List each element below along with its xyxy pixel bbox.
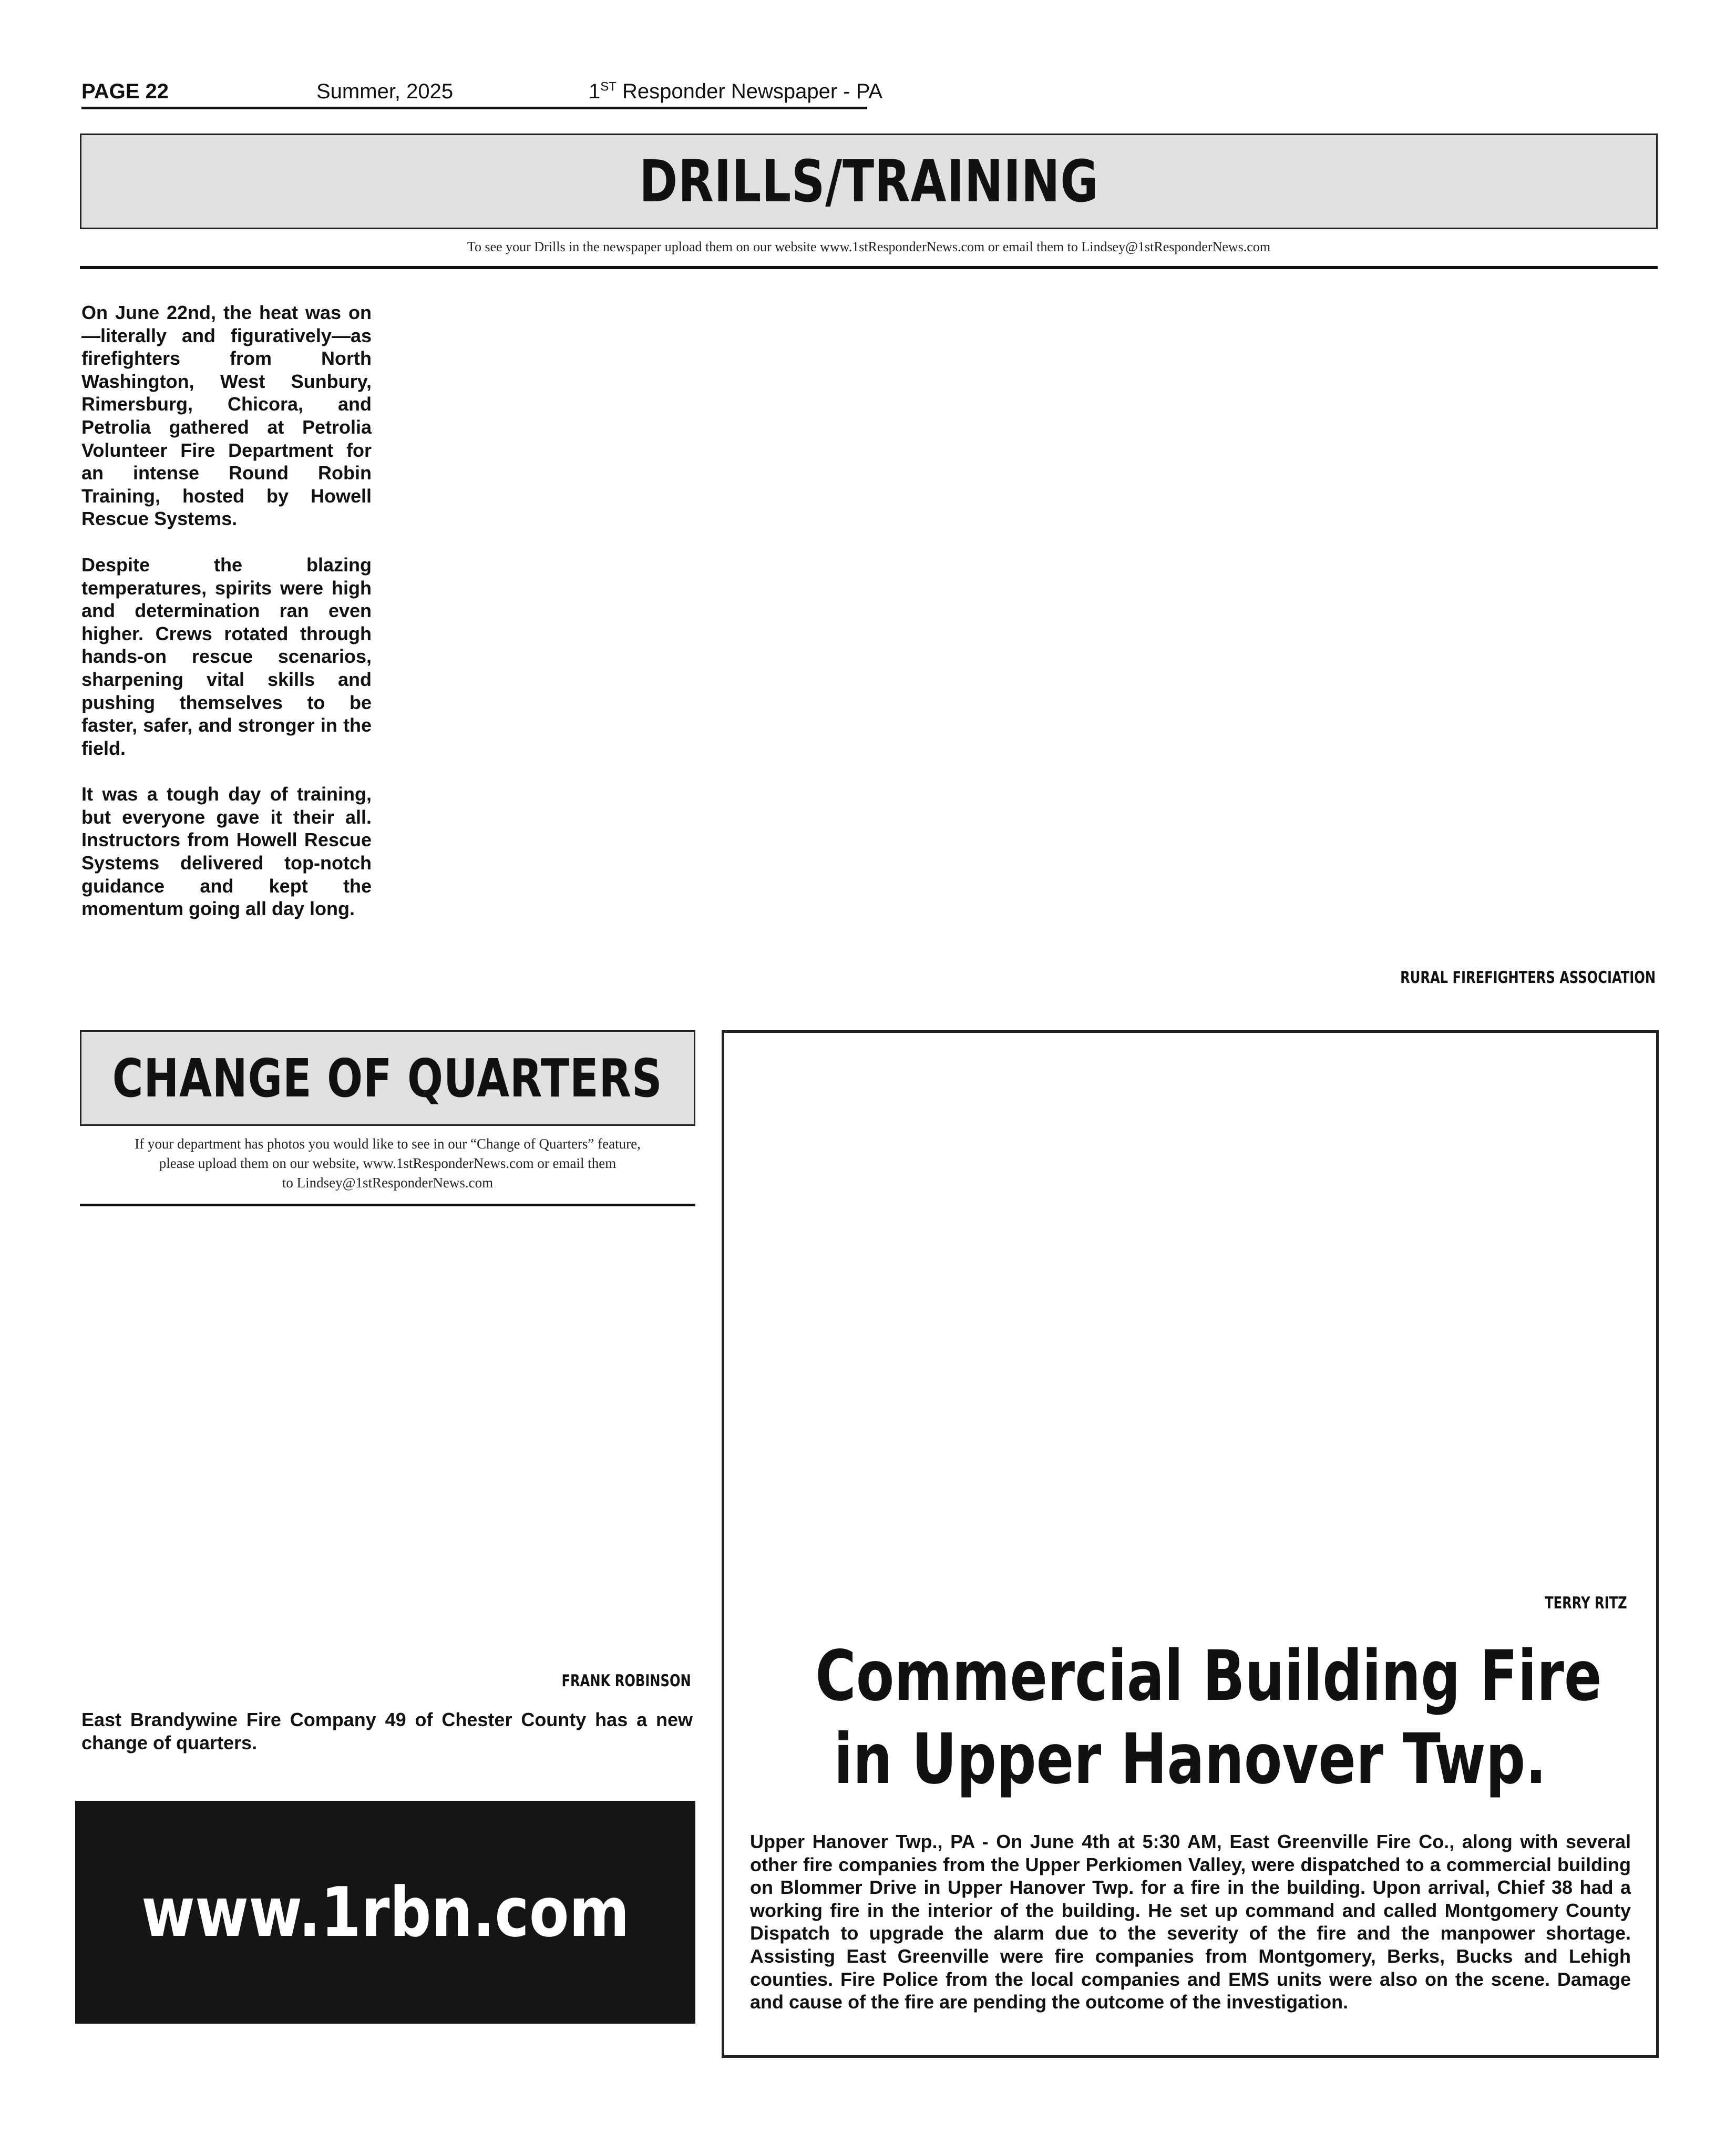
fire-story-headline-line: Commercial Building Fire <box>815 1636 1602 1717</box>
page-number: PAGE 22 <box>81 80 169 103</box>
change-of-quarters-note-line: to Lindsey@1stResponderNews.com <box>282 1175 494 1191</box>
publication-name-suffix: Responder Newspaper - PA <box>616 80 883 103</box>
change-of-quarters-caption: East Brandywine Fire Company 49 of Chester County has a new change of quarters. <box>81 1709 693 1753</box>
change-of-quarters-note-line: please upload them on our website, www.1stResponderNews.com or email them <box>159 1155 617 1171</box>
change-of-quarters-photo-credit: FRANK ROBINSON <box>561 1671 691 1690</box>
fire-story-photo-credit: TERRY RITZ <box>1545 1594 1627 1613</box>
drills-section-title: DRILLS/TRAINING <box>639 148 1099 215</box>
drills-photo-credit: RURAL FIREFIGHTERS ASSOCIATION <box>1400 968 1656 987</box>
drills-section-banner <box>80 134 1658 229</box>
change-of-quarters-banner <box>80 1030 695 1126</box>
publication-name <box>589 79 882 104</box>
drills-article <box>81 301 372 944</box>
drills-paragraph: It was a tough day of training, but everyone gave it their all. Instructors from Howell Rescue Systems delivered top-notch guidance and kept the momentum going all day long. <box>81 783 372 920</box>
drills-paragraph: On June 22nd, the heat was on—literally and figuratively—as firefighters from North Washington, West Sunbury, Rimersburg, Chicora, and Petrolia gathered at Petrolia Volunteer Fire Department for an intense Round Robin Training, hosted by Howell Rescue Systems. <box>81 302 372 530</box>
change-of-quarters-note-line: If your department has photos you would like to see in our “Change of Quarters” feature, <box>135 1136 641 1152</box>
fire-story-headline-line: in Upper Hanover Twp. <box>834 1719 1547 1800</box>
fire-story-headline <box>722 1635 1659 1801</box>
change-of-quarters-title: CHANGE OF QUARTERS <box>112 1047 663 1109</box>
change-of-quarters-note <box>80 1134 695 1193</box>
fire-story-article: Upper Hanover Twp., PA - On June 4th at 5:30 AM, East Greenville Fire Co., along with several other fire companies from the Upper Perkiomen Valley, were dispatched to a commercial building on Blommer Drive in Upper Hanover Twp. for a fire in the building. Upon arrival, Chief 38 had a working fire in the interior of the building. He set up command and called Montgomery County Dispatch to upgrade the alarm due to the severity of the fire and the manpower shortage. Assisting East Greenville were fire companies from Montgomery, Berks, Bucks and Lehigh counties. Fire Police from the local companies and EMS units were also on the scene. Damage and cause of the fire are pending the outcome of the investigation. <box>750 1831 1631 2013</box>
drills-submission-note: To see your Drills in the newspaper upload them on our website www.1stResponderNews.com or email them to Lindsey@1stResponderNews.com <box>467 239 1271 254</box>
header-rule <box>81 107 867 109</box>
issue-date: Summer, 2025 <box>316 80 454 103</box>
drills-paragraph: Despite the blazing temperatures, spirits were high and determination ran even higher. Crews rotated through hands-on rescue scenarios, sharpening vital skills and pushing themselves to be faster, safer, and stronger in the field. <box>81 553 372 759</box>
publication-name-superscript: ST <box>600 79 617 94</box>
change-of-quarters-rule <box>80 1204 695 1206</box>
publication-name-prefix: 1 <box>589 80 601 103</box>
website-ad-url: www.1rbn.com <box>141 1872 630 1952</box>
drills-section-rule <box>80 266 1658 269</box>
website-ad <box>75 1801 695 2024</box>
